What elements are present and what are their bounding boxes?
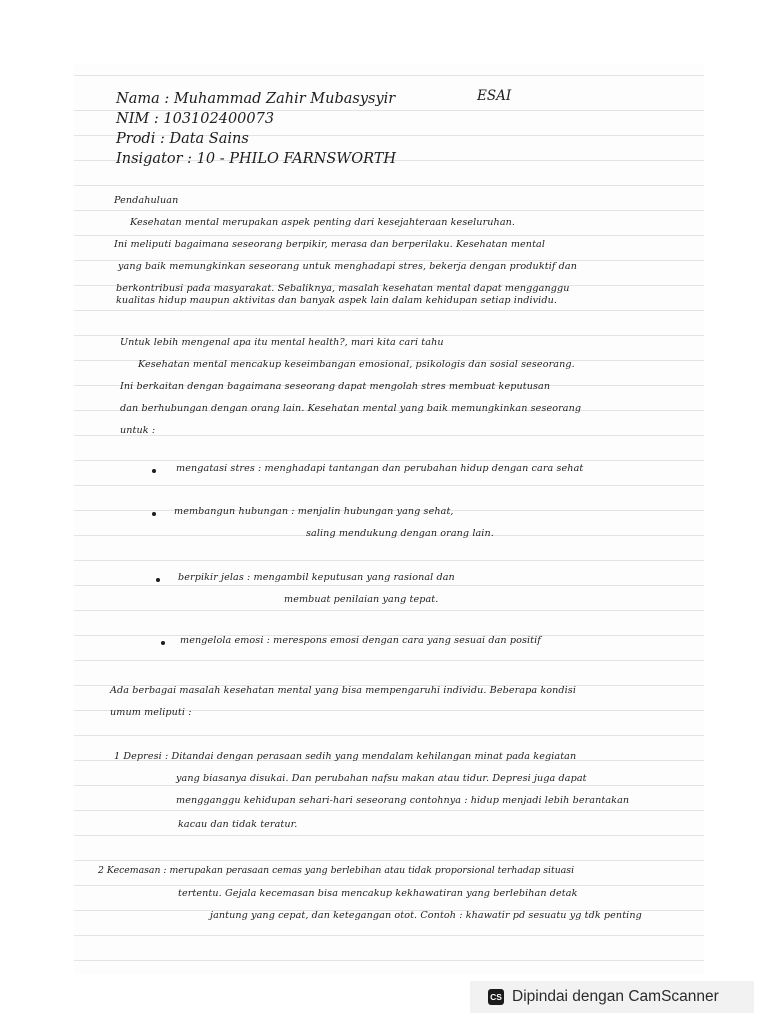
item-depresi-line: mengganggu kehidupan sehari-hari seseorang contohnya : hidup menjadi lebih berantakan	[176, 795, 630, 806]
item-kecemasan-line: 2 Kecemasan : merupakan perasaan cemas yang berlebihan atau tidak proporsional terhadap situasi	[98, 865, 575, 876]
intro-line: yang baik memungkinkan seseorang untuk menghadapi stres, bekerja dengan produktif dan	[118, 261, 578, 272]
bullet-text: mengatasi stres : menghadapi tantangan dan perubahan hidup dengan cara sehat	[176, 463, 584, 474]
bullet-text: mengelola emosi : merespons emosi dengan cara yang sesuai dan positif	[180, 635, 541, 646]
definition-line: dan berhubungan dengan orang lain. Kesehatan mental yang baik memungkinkan seseorang	[120, 403, 582, 414]
camscanner-logo-icon: CS	[488, 989, 504, 1005]
header-nama: Nama : Muhammad Zahir Mubasysyir	[116, 91, 396, 107]
item-depresi-line: kacau dan tidak teratur.	[178, 819, 298, 830]
bullet-text: saling mendukung dengan orang lain.	[306, 528, 494, 539]
intro-heading: Pendahuluan	[114, 195, 179, 206]
definition-line: Ini berkaitan dengan bagaimana seseorang dapat mengolah stres membuat keputusan	[120, 381, 551, 392]
item-depresi-line: yang biasanya disukai. Dan perubahan nafsu makan atau tidur. Depresi juga dapat	[176, 773, 587, 784]
bullet-dot	[152, 469, 156, 473]
definition-line: Untuk lebih mengenal apa itu mental health?, mari kita cari tahu	[120, 337, 444, 348]
header-insigator: Insigator : 10 - PHILO FARNSWORTH	[116, 151, 397, 167]
intro-line: Kesehatan mental merupakan aspek penting dari kesejahteraan keseluruhan.	[130, 217, 516, 228]
definition-line: Kesehatan mental mencakup keseimbangan emosional, psikologis dan sosial seseorang.	[138, 359, 575, 370]
item-kecemasan-line: jantung yang cepat, dan ketegangan otot. Contoh : khawatir pd sesuatu yg tdk penting	[210, 910, 642, 921]
camscanner-footer-text: Dipindai dengan CamScanner	[512, 988, 719, 1005]
intro-line: berkontribusi pada masyarakat. Sebaliknya, masalah kesehatan mental dapat mengganggu	[116, 283, 570, 294]
bullet-dot	[152, 512, 156, 516]
item-depresi-line: 1 Depresi : Ditandai dengan perasaan sedih yang mendalam kehilangan minat pada kegiatan	[114, 751, 577, 762]
document-title: ESAI	[477, 88, 512, 104]
bullet-dot	[156, 578, 160, 582]
issues-line: umum meliputi :	[110, 707, 192, 718]
intro-line: Ini meliputi bagaimana seseorang berpikir, merasa dan berperilaku. Kesehatan mental	[114, 239, 546, 250]
bullet-dot	[161, 641, 165, 645]
camscanner-footer	[470, 981, 754, 1013]
definition-line: untuk :	[120, 425, 156, 436]
item-kecemasan-line: tertentu. Gejala kecemasan bisa mencakup kekhawatiran yang berlebihan detak	[178, 888, 578, 899]
bullet-text: membangun hubungan : menjalin hubungan yang sehat,	[174, 506, 454, 517]
issues-line: Ada berbagai masalah kesehatan mental yang bisa mempengaruhi individu. Beberapa kondisi	[110, 685, 576, 696]
header-prodi: Prodi : Data Sains	[116, 131, 249, 147]
bullet-text: membuat penilaian yang tepat.	[284, 594, 439, 605]
bullet-text: berpikir jelas : mengambil keputusan yang rasional dan	[178, 572, 455, 583]
header-nim: NIM : 103102400073	[116, 111, 275, 127]
intro-line: kualitas hidup maupun aktivitas dan banyak aspek lain dalam kehidupan setiap individu.	[116, 295, 558, 306]
